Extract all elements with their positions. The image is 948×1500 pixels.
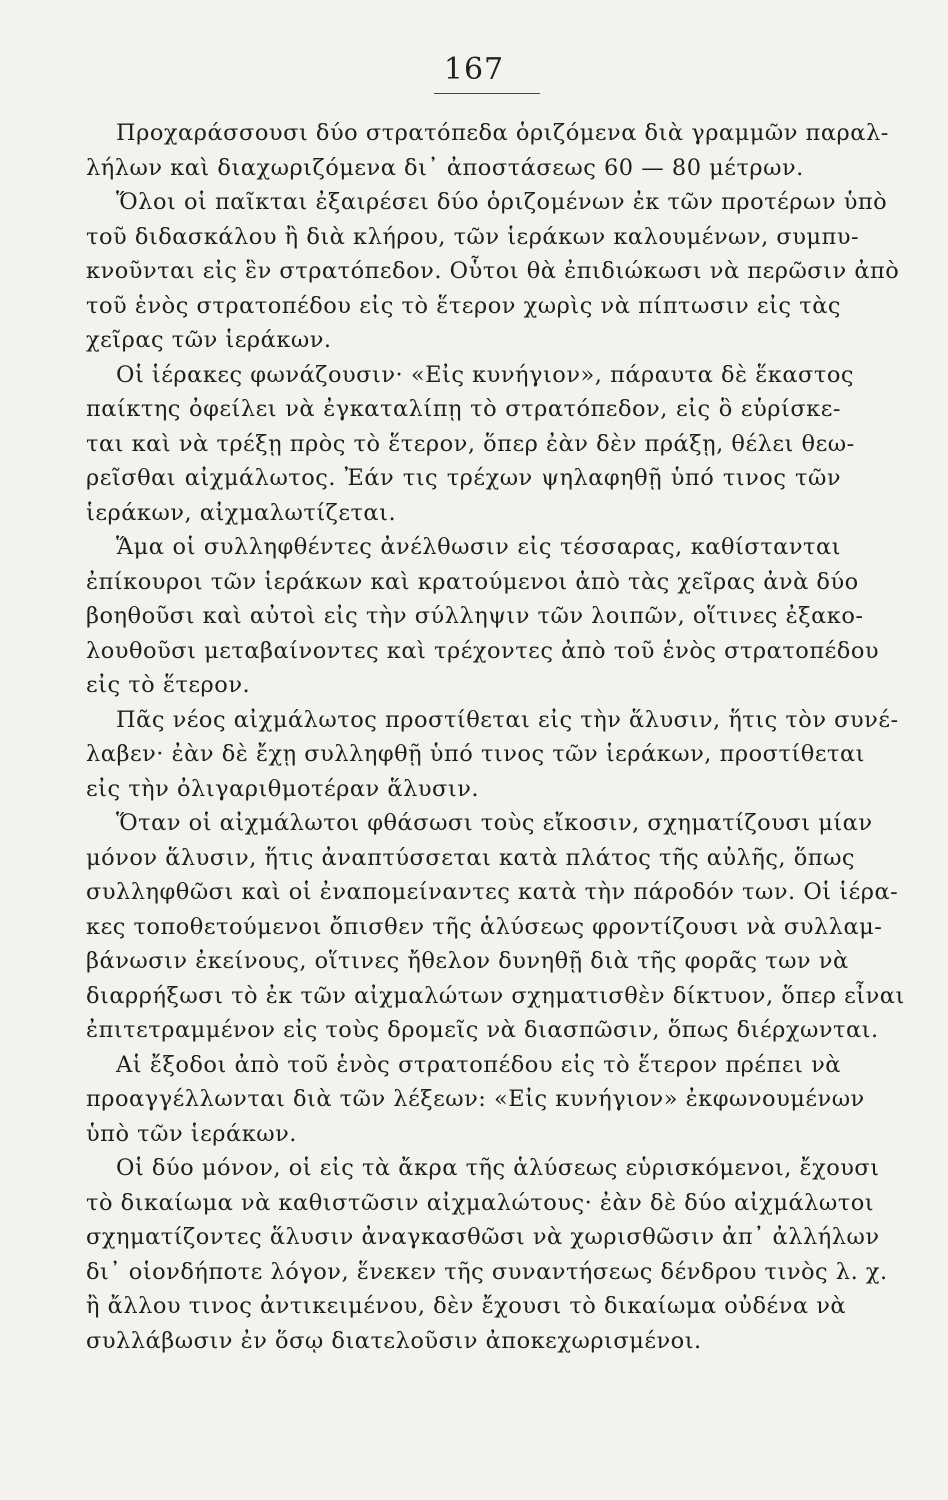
text-line: σχηματίζοντες ἅλυσιν ἀναγκασθῶσι νὰ χωρισθῶσιν ἀπ᾽ ἀλλήλων	[86, 1224, 880, 1250]
text-line: Οἱ δύο μόνον, οἱ εἰς τὰ ἄκρα τῆς ἁλύσεως εὑρισκόμενοι, ἔχουσι	[116, 1155, 880, 1181]
text-line: κνοῦνται εἰς ἓν στρατόπεδον. Οὗτοι θὰ ἐπιδιώκωσι νὰ περῶσιν ἀπὸ	[86, 258, 900, 284]
text-line: ἱεράκων, αἰχμαλωτίζεται.	[86, 499, 397, 526]
text-line: Ἅμα οἱ συλληφθέντες ἀνέλθωσιν εἰς τέσσαρας, καθίστανται	[116, 534, 841, 560]
text-line: μόνον ἅλυσιν, ἥτις ἀναπτύσσεται κατὰ πλάτος τῆς αὐλῆς, ὅπως	[86, 844, 856, 871]
text-line: παίκτης ὀφείλει νὰ ἐγκαταλίπῃ τὸ στρατόπεδον, εἰς ὃ εὑρίσκε-	[86, 396, 841, 422]
body-text	[86, 116, 905, 1358]
text-line: διαρρήξωσι τὸ ἐκ τῶν αἰχμαλώτων σχηματισθὲν δίκτυον, ὅπερ εἶναι	[86, 982, 905, 1009]
text-line: Πᾶς νέος αἰχμάλωτος προστίθεται εἰς τὴν ἅλυσιν, ἥτις τὸν συνέ-	[116, 706, 899, 733]
text-line: λήλων καὶ διαχωριζόμενα δι᾽ ἀποστάσεως 60 — 80 μέτρων.	[86, 154, 804, 181]
text-line: τοῦ διδασκάλου ἢ διὰ κλήρου, τῶν ἱεράκων καλουμένων, συμπυ-	[86, 223, 860, 250]
text-line: ἢ ἄλλου τινος ἀντικειμένου, δὲν ἔχουσι τὸ δικαίωμα οὐδένα νὰ	[86, 1293, 847, 1319]
text-line: προαγγέλλωνται διὰ τῶν λέξεων: «Εἰς κυνήγιον» ἐκφωνουμένων	[86, 1086, 865, 1112]
text-line: ἐπίκουροι τῶν ἱεράκων καὶ κρατούμενοι ἀπὸ τὰς χεῖρας ἀνὰ δύο	[86, 568, 859, 595]
text-line: Οἱ ἱέρακες φωνάζουσιν· «Εἰς κυνήγιον», πάραυτα δὲ ἕκαστος	[116, 361, 855, 388]
text-line: Αἱ ἔξοδοι ἀπὸ τοῦ ἑνὸς στρατοπέδου εἰς τὸ ἕτερον πρέπει νὰ	[116, 1051, 841, 1078]
text-line: τὸ δικαίωμα νὰ καθιστῶσιν αἰχμαλώτους· ἐὰν δὲ δύο αἰχμάλωτοι	[86, 1189, 875, 1216]
text-line: τοῦ ἑνὸς στρατοπέδου εἰς τὸ ἕτερον χωρὶς νὰ πίπτωσιν εἰς τὰς	[86, 292, 841, 319]
text-line: κες τοποθετούμενοι ὄπισθεν τῆς ἁλύσεως φροντίζουσι νὰ συλλαμ-	[86, 913, 883, 940]
text-line: λουθοῦσι μεταβαίνοντες καὶ τρέχοντες ἀπὸ τοῦ ἑνὸς στρατοπέδου	[86, 637, 880, 664]
text-line: βάνωσιν ἐκείνους, οἵτινες ἤθελον δυνηθῇ διὰ τῆς φορᾶς των νὰ	[86, 948, 849, 974]
text-line: συλλάβωσιν ἐν ὅσῳ διατελοῦσιν ἀποκεχωρισμένοι.	[86, 1327, 702, 1354]
text-line: ἐπιτετραμμένον εἰς τοὺς δρομεῖς νὰ διασπῶσιν, ὅπως διέρχωνται.	[86, 1017, 879, 1043]
text-line: εἰς τὴν ὀλιγαριθμοτέραν ἅλυσιν.	[86, 775, 480, 802]
text-line: δι᾽ οἱονδήποτε λόγον, ἕνεκεν τῆς συναντήσεως δένδρου τινὸς λ. χ.	[86, 1258, 888, 1285]
text-line: ὑπὸ τῶν ἱεράκων.	[86, 1120, 297, 1147]
text-line: Ὅταν οἱ αἰχμάλωτοι φθάσωσι τοὺς εἴκοσιν, σχηματίζουσι μίαν	[116, 810, 873, 836]
header-rule	[434, 93, 540, 94]
text-line: βοηθοῦσι καὶ αὐτοὶ εἰς τὴν σύλληψιν τῶν λοιπῶν, οἵτινες ἐξακο-	[86, 603, 864, 629]
text-line: Προχαράσσουσι δύο στρατόπεδα ὁριζόμενα διὰ γραμμῶν παραλ-	[116, 120, 889, 146]
page-number: 167	[443, 52, 505, 87]
text-line: συλληφθῶσι καὶ οἱ ἐναπομείναντες κατὰ τὴν πάροδόν των. Οἱ ἱέρα-	[86, 879, 899, 905]
text-line: εἰς τὸ ἕτερον.	[86, 672, 251, 698]
text-line: ρεῖσθαι αἰχμάλωτος. Ἐάν τις τρέχων ψηλαφηθῇ ὑπό τινος τῶν	[86, 465, 841, 491]
text-line: Ὅλοι οἱ παῖκται ἐξαιρέσει δύο ὁριζομένων ἐκ τῶν προτέρων ὑπὸ	[116, 189, 888, 215]
text-line: ται καὶ νὰ τρέξῃ πρὸς τὸ ἕτερον, ὅπερ ἐὰν δὲν πράξῃ, θέλει θεω-	[86, 430, 855, 457]
text-line: λαβεν· ἐὰν δὲ ἔχῃ συλληφθῇ ὑπό τινος τῶν ἱεράκων, προστίθεται	[86, 741, 865, 767]
text-line: χεῖρας τῶν ἱεράκων.	[86, 327, 332, 353]
